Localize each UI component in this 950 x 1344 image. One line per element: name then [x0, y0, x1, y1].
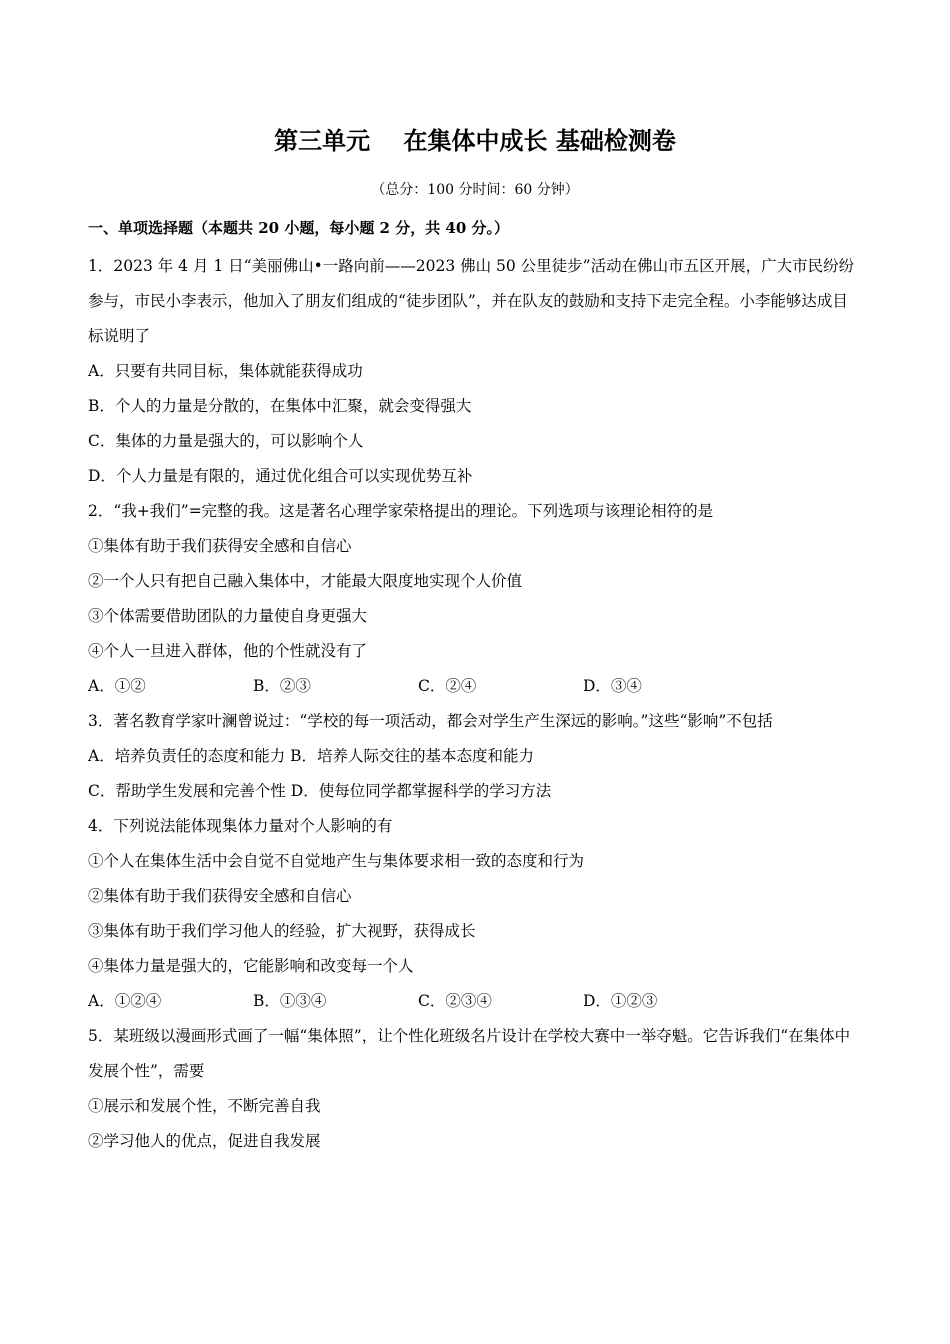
page-title: 第三单元 在集体中成长 基础检测卷	[274, 126, 676, 155]
statement-1: ①集体有助于我们获得安全感和自信心	[88, 537, 352, 555]
section-heading: 一、单项选择题（本题共 20 小题，每小题 2 分，共 40 分。）	[88, 219, 510, 237]
exam-content	[88, 218, 860, 1159]
option-a: A．①②④	[88, 992, 162, 1010]
option-d: D．①②③	[583, 992, 658, 1010]
option-b: B．②③	[253, 677, 311, 695]
option-a: A．只要有共同目标，集体就能获得成功	[88, 362, 363, 380]
statement-2: ②学习他人的优点，促进自我发展	[88, 1132, 321, 1150]
options-row	[88, 984, 860, 1019]
question-stem: 4．下列说法能体现集体力量对个人影响的有	[88, 817, 393, 835]
statement-1: ①个人在集体生活中会自觉不自觉地产生与集体要求相一致的态度和行为	[88, 852, 585, 870]
question-5	[88, 1019, 860, 1159]
question-stem: 1．2023 年 4 月 1 日“美丽佛山•一路向前——2023 佛山 50 公里徒步”活动在佛山市五区开展，广大市民纷纷参与，市民小李表示，他加入了朋友们组成的“徒步团队”，并在队友的鼓励和支持下走完全程。小李能够达成目标说明了	[88, 257, 855, 345]
score-time-info: （总分：100 分时间：60 分钟）	[371, 182, 579, 198]
option-b: B．①③④	[253, 992, 327, 1010]
question-stem: 5．某班级以漫画形式画了一幅“集体照”，让个性化班级名片设计在学校大赛中一举夺魁。它告诉我们“在集体中发展个性”，需要	[88, 1027, 851, 1080]
statement-2: ②集体有助于我们获得安全感和自信心	[88, 887, 352, 905]
option-c: C．②④	[418, 677, 477, 695]
options-row	[88, 669, 860, 704]
statement-2: ②一个人只有把自己融入集体中，才能最大限度地实现个人价值	[88, 572, 523, 590]
option-a: A．①②	[88, 677, 146, 695]
question-stem: 2．“我+我们”=完整的我。这是著名心理学家荣格提出的理论。下列选项与该理论相符的是	[88, 502, 714, 520]
question-3	[88, 704, 860, 809]
option-c: C．②③④	[418, 992, 492, 1010]
statement-3: ③个体需要借助团队的力量使自身更强大	[88, 607, 368, 625]
statement-4: ④集体力量是强大的，它能影响和改变每一个人	[88, 957, 414, 975]
option-d: D．个人力量是有限的，通过优化组合可以实现优势互补	[88, 467, 473, 485]
question-2	[88, 494, 860, 704]
statement-1: ①展示和发展个性，不断完善自我	[88, 1097, 321, 1115]
option-b: B．个人的力量是分散的，在集体中汇聚，就会变得强大	[88, 397, 472, 415]
options-c-d: C．帮助学生发展和完善个性 D．使每位同学都掌握科学的学习方法	[88, 782, 552, 800]
statement-3: ③集体有助于我们学习他人的经验，扩大视野，获得成长	[88, 922, 476, 940]
statement-4: ④个人一旦进入群体，他的个性就没有了	[88, 642, 368, 660]
option-c: C．集体的力量是强大的，可以影响个人	[88, 432, 364, 450]
question-1	[88, 249, 860, 494]
options-a-b: A．培养负责任的态度和能力 B．培养人际交往的基本态度和能力	[88, 747, 535, 765]
option-d: D．③④	[583, 677, 642, 695]
question-stem: 3．著名教育学家叶澜曾说过：“学校的每一项活动，都会对学生产生深远的影响。”这些“影响”不包括	[88, 712, 773, 730]
question-4	[88, 809, 860, 1019]
